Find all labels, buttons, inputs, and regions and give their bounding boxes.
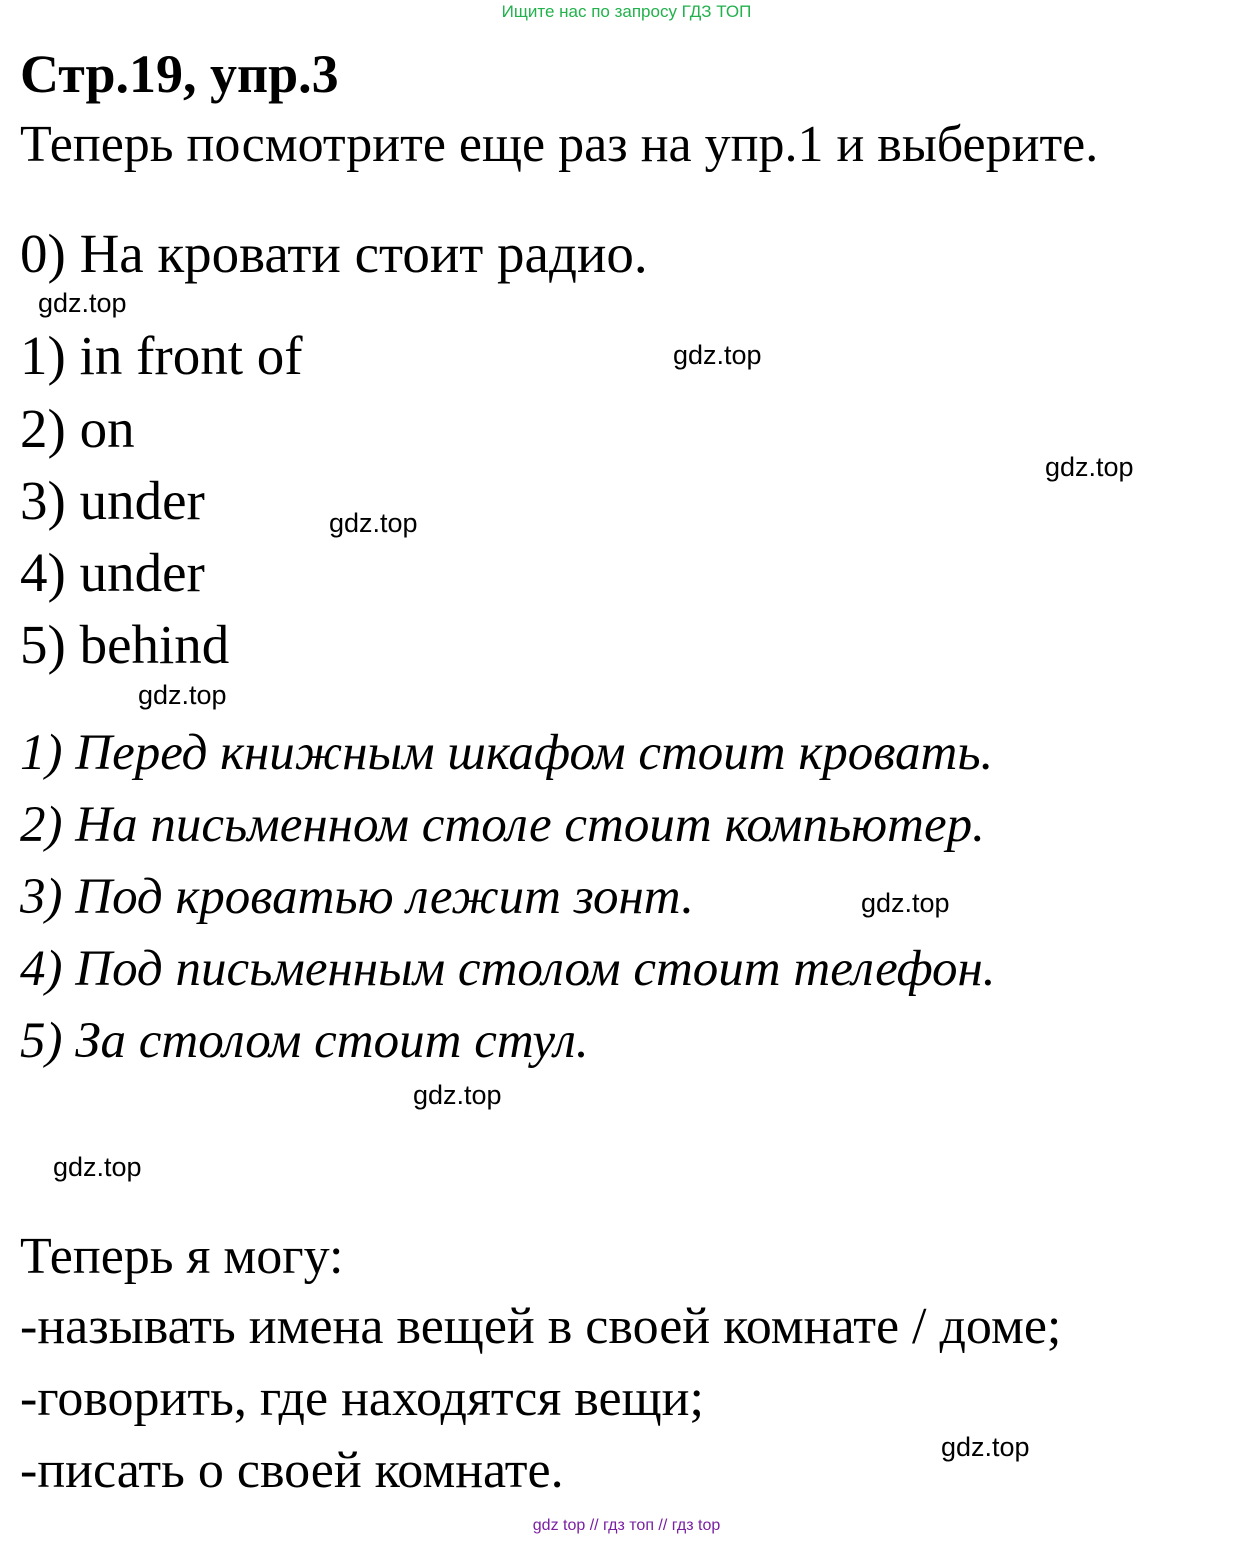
summary-item-1: -называть имена вещей в своей комнате / доме;	[20, 1298, 1062, 1355]
watermark: gdz.top	[941, 1432, 1030, 1462]
translation-item-5: 5) За столом стоит стул.	[20, 1013, 589, 1069]
watermark: gdz.top	[673, 340, 762, 370]
translation-item-4: 4) Под письменным столом стоит телефон.	[20, 941, 996, 997]
answer-item-4: 4) under	[20, 542, 205, 603]
example-sentence: 0) На кровати стоит радио.	[20, 223, 648, 284]
top-banner[interactable]: Ищите нас по запросу ГДЗ ТОП	[501, 2, 752, 21]
watermark: gdz.top	[413, 1080, 502, 1110]
watermark: gdz.top	[329, 508, 418, 538]
watermark: gdz.top	[138, 680, 227, 710]
answer-item-2: 2) on	[20, 398, 135, 459]
answer-item-5: 5) behind	[20, 614, 230, 675]
answer-item-1: 1) in front of	[20, 325, 303, 386]
page-title: Стр.19, упр.3	[20, 44, 339, 104]
watermark: gdz.top	[861, 888, 950, 918]
translation-item-3: 3) Под кроватью лежит зонт.	[20, 869, 694, 925]
watermark: gdz.top	[38, 288, 127, 318]
summary-item-3: -писать о своей комнате.	[20, 1442, 564, 1499]
translation-item-2: 2) На письменном столе стоит компьютер.	[20, 797, 985, 853]
exercise-instruction: Теперь посмотрите еще раз на упр.1 и выберите.	[20, 116, 1099, 173]
watermark: gdz.top	[53, 1152, 142, 1182]
footer-links[interactable]: gdz top // гдз топ // гдз top	[532, 1517, 721, 1534]
summary-heading: Теперь я могу:	[20, 1228, 344, 1285]
watermark: gdz.top	[1045, 452, 1134, 482]
translation-item-1: 1) Перед книжным шкафом стоит кровать.	[20, 725, 994, 781]
answer-item-3: 3) under	[20, 470, 205, 531]
summary-item-2: -говорить, где находятся вещи;	[20, 1370, 704, 1427]
